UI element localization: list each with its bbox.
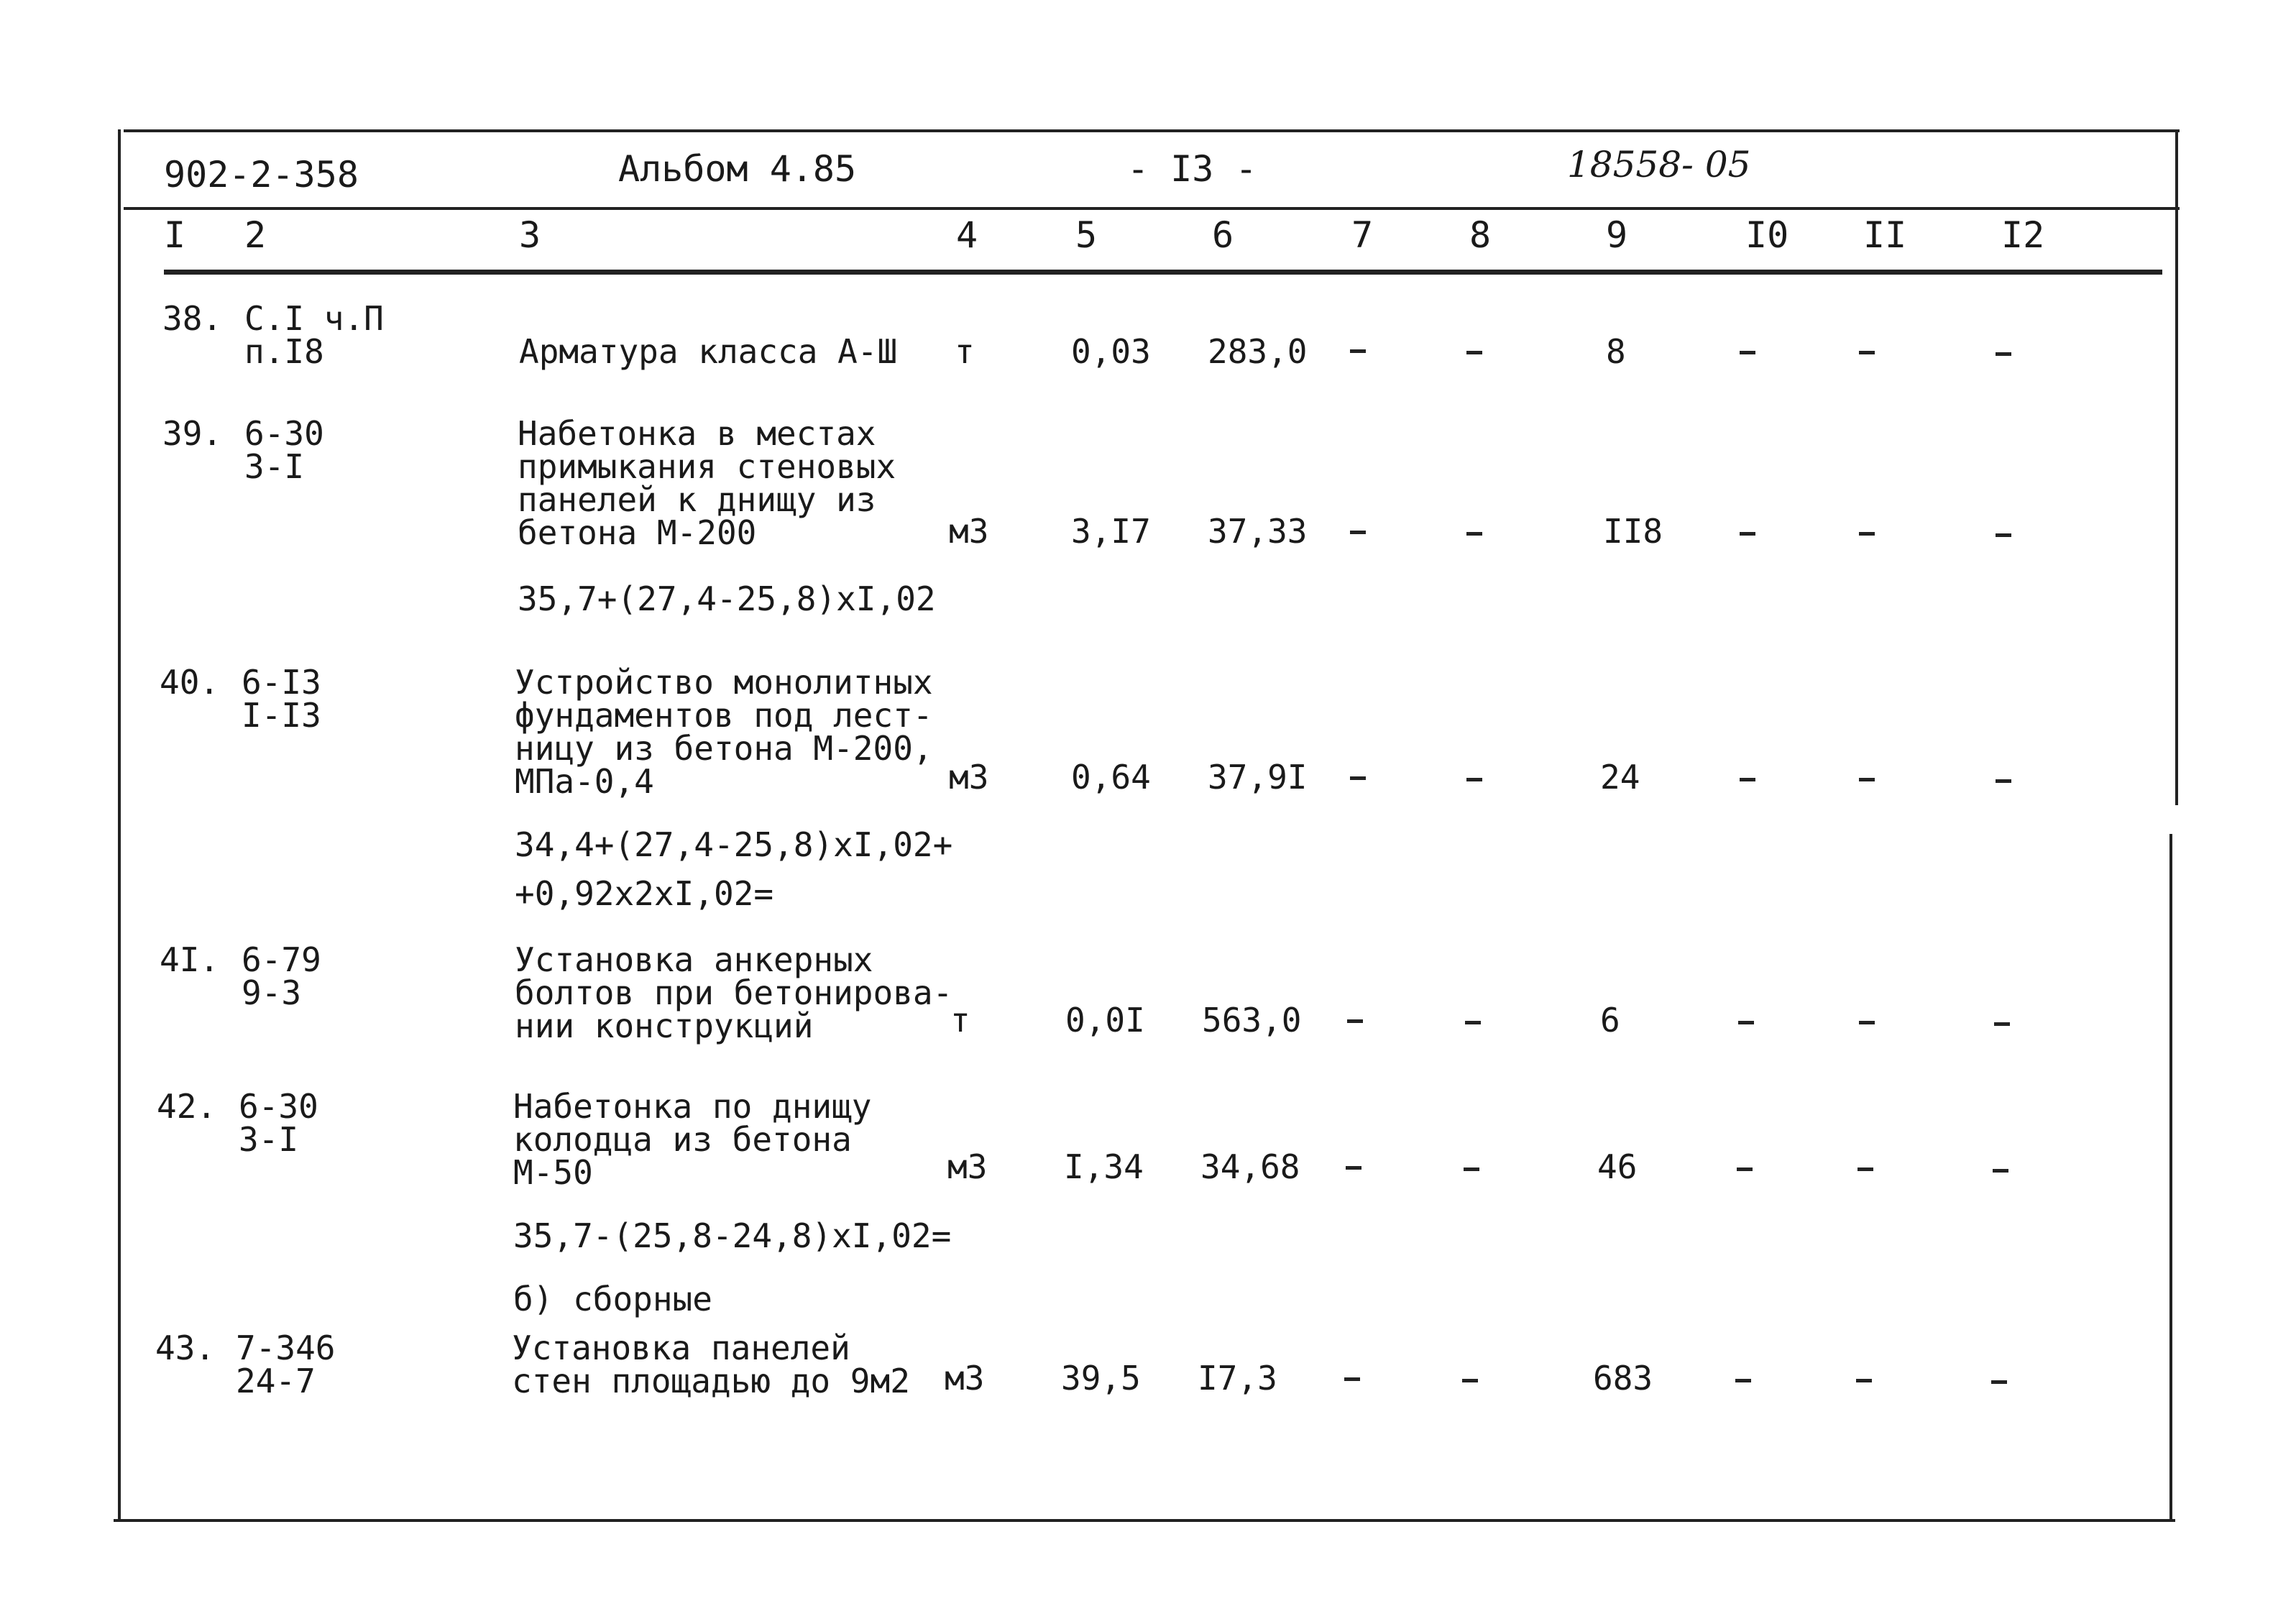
row-code-line: 7-346 (236, 1329, 336, 1367)
row-description-line: примыкания стеновых (518, 447, 896, 486)
row-col-12-dash (1991, 1380, 2007, 1384)
row-col-10-dash (1735, 1379, 1751, 1382)
row-code-line: п.I8 (244, 332, 324, 371)
column-header-10: I0 (1745, 214, 1789, 256)
row-col-11-dash (1856, 1379, 1872, 1382)
row-col-11-dash (1859, 351, 1875, 354)
row-description-line: панелей к днищу из (518, 480, 876, 519)
row-col-10-dash (1737, 1167, 1753, 1171)
column-header-12: I2 (2001, 214, 2045, 256)
row-calculation: +0,92x2xI,02= (515, 874, 774, 913)
row-unit: м3 (949, 512, 989, 551)
row-code-line: 9-3 (242, 973, 302, 1012)
row-col-10-dash (1740, 532, 1755, 536)
row-col-7-dash (1350, 776, 1366, 780)
section-heading: б) сборные (513, 1280, 712, 1318)
row-description-line: ницу из бетона М-200, (515, 729, 933, 768)
row-price: 37,33 (1208, 512, 1308, 551)
row-code-line: 3-I (239, 1120, 299, 1159)
row-quantity: I,34 (1064, 1147, 1144, 1186)
row-quantity: 0,64 (1071, 758, 1151, 797)
row-calculation: 34,4+(27,4-25,8)xI,02+ (515, 825, 953, 864)
column-header-4: 4 (956, 214, 978, 256)
row-description-line: Установка анкерных (515, 940, 873, 979)
row-description-line: болтов при бетонирова- (515, 973, 953, 1012)
row-col-7-dash (1350, 531, 1366, 534)
row-description-line: М-50 (513, 1153, 593, 1192)
row-col-9: 46 (1597, 1147, 1638, 1186)
row-col-9: 683 (1593, 1359, 1653, 1398)
row-unit: м3 (945, 1359, 985, 1398)
row-description-line: Арматура класса А-Ш (519, 332, 898, 371)
row-col-12-dash (1996, 779, 2011, 783)
row-price: 563,0 (1202, 1001, 1302, 1040)
row-price: 37,9I (1208, 758, 1308, 797)
row-description-line: стен площадью до 9м2 (512, 1362, 910, 1400)
handwritten-doc-number: 18558- 05 (1567, 144, 1751, 185)
row-quantity: 0,03 (1071, 332, 1151, 371)
column-header-7: 7 (1351, 214, 1374, 256)
row-number: 43. (155, 1329, 216, 1367)
header-separator-line (124, 207, 2180, 210)
row-col-12-dash (1994, 1022, 2010, 1026)
row-col-9: 8 (1606, 332, 1626, 371)
row-col-11-dash (1859, 532, 1875, 536)
row-col-11-dash (1859, 778, 1875, 781)
row-number: 40. (160, 663, 220, 702)
row-unit: т (950, 1001, 970, 1040)
row-quantity: 39,5 (1061, 1359, 1141, 1398)
row-col-7-dash (1344, 1377, 1360, 1381)
row-col-8-dash (1464, 1167, 1479, 1171)
row-quantity: 3,I7 (1071, 512, 1151, 551)
column-header-5: 5 (1075, 214, 1098, 256)
row-code-line: С.I ч.П (244, 299, 384, 338)
row-unit: м3 (947, 1147, 988, 1186)
frame-top-line (124, 129, 2180, 132)
row-description-line: фундаментов под лест- (515, 696, 933, 735)
row-code-line: 24-7 (236, 1362, 316, 1400)
row-col-9: II8 (1603, 512, 1663, 551)
row-col-9: 24 (1600, 758, 1640, 797)
row-price: 34,68 (1200, 1147, 1300, 1186)
row-col-8-dash (1462, 1379, 1478, 1382)
column-header-6: 6 (1212, 214, 1234, 256)
row-description-line: МПа-0,4 (515, 762, 654, 801)
row-number: 4I. (160, 940, 220, 979)
row-code-line: 6-30 (244, 414, 324, 453)
row-col-9: 6 (1600, 1001, 1620, 1040)
row-code-line: 6-30 (239, 1087, 318, 1126)
row-code-line: I-I3 (242, 696, 321, 735)
column-header-3: 3 (519, 214, 541, 256)
row-col-11-dash (1859, 1021, 1875, 1024)
row-col-8-dash (1465, 1021, 1481, 1024)
row-description-line: колодца из бетона (513, 1120, 852, 1159)
frame-right-line-lower (2169, 834, 2172, 1522)
frame-bottom-line (114, 1519, 2175, 1522)
row-code-line: 3-I (244, 447, 305, 486)
frame-left-line (118, 129, 121, 1522)
row-number: 39. (162, 414, 223, 453)
row-description-line: нии конструкций (515, 1006, 814, 1045)
row-col-12-dash (1993, 1169, 2008, 1173)
page-number: - I3 - (1127, 148, 1257, 190)
document-code: 902-2-358 (164, 154, 359, 196)
frame-right-line-upper (2175, 129, 2178, 805)
column-header-9: 9 (1606, 214, 1628, 256)
row-quantity: 0,0I (1065, 1001, 1145, 1040)
row-number: 38. (162, 299, 223, 338)
row-col-8-dash (1466, 532, 1482, 536)
row-description-line: Набетонка по днищу (513, 1087, 872, 1126)
row-col-7-dash (1350, 349, 1366, 353)
row-col-12-dash (1996, 352, 2011, 356)
row-code-line: 6-79 (242, 940, 321, 979)
row-col-7-dash (1347, 1019, 1363, 1023)
row-code-line: 6-I3 (242, 663, 321, 702)
row-col-12-dash (1996, 533, 2011, 537)
column-header-2: 2 (244, 214, 267, 256)
album-label: Альбом 4.85 (618, 148, 857, 190)
row-price: 283,0 (1208, 332, 1308, 371)
row-description-line: Устройство монолитных (515, 663, 933, 702)
row-col-8-dash (1466, 778, 1482, 781)
row-col-10-dash (1740, 351, 1755, 354)
column-header-separator-line (164, 270, 2162, 275)
row-number: 42. (157, 1087, 217, 1126)
row-col-8-dash (1466, 351, 1482, 354)
row-col-7-dash (1346, 1166, 1361, 1170)
column-header-8: 8 (1469, 214, 1492, 256)
row-col-10-dash (1740, 778, 1755, 781)
row-calculation: 35,7+(27,4-25,8)xI,02 (518, 579, 936, 618)
column-header-11: II (1863, 214, 1907, 256)
column-header-1: I (164, 214, 186, 256)
row-calculation: 35,7-(25,8-24,8)xI,02= (513, 1216, 952, 1255)
row-description-line: Набетонка в местах (518, 414, 876, 453)
row-unit: м3 (949, 758, 989, 797)
row-col-10-dash (1738, 1021, 1754, 1024)
row-col-11-dash (1858, 1167, 1873, 1171)
row-price: I7,3 (1198, 1359, 1277, 1398)
row-description-line: Установка панелей (512, 1329, 850, 1367)
row-unit: т (955, 332, 975, 371)
row-description-line: бетона М-200 (518, 513, 757, 552)
